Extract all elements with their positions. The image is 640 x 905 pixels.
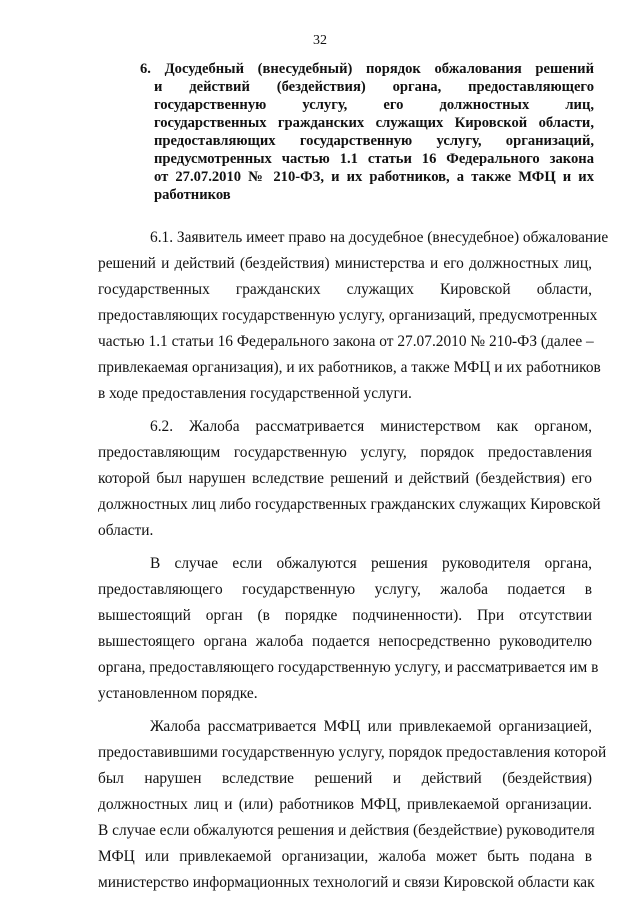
- text-line: в ходе предоставления государственной услуги.: [98, 385, 412, 402]
- text-line: предоставляющих государственную услугу, организаций, предусмотренных: [98, 307, 598, 324]
- heading-line: государственных гражданских служащих Кировской области,: [154, 115, 594, 131]
- heading-line: предусмотренных частью 1.1 статьи 16 Федерального закона: [154, 151, 594, 167]
- text-line: установленном порядке.: [98, 685, 258, 702]
- heading-line: 6. Досудебный (внесудебный) порядок обжалования решений: [140, 61, 594, 77]
- text-line: был нарушен вследствие решений и действий (бездействия): [98, 770, 592, 787]
- text-line: вышестоящего органа жалоба подается непосредственно руководителю: [98, 633, 592, 650]
- text-line: Жалоба рассматривается МФЦ или привлекаемой организацией,: [150, 718, 592, 735]
- text-line: должностных лиц либо государственных гражданских служащих Кировской: [98, 496, 601, 513]
- section-heading: [140, 60, 594, 204]
- text-line: министерство информационных технологий и связи Кировской области как: [98, 874, 595, 891]
- text-line: предоставляющим государственную услугу, порядок предоставления: [98, 444, 592, 461]
- heading-line: государственную услугу, его должностных лиц,: [154, 97, 594, 113]
- text-line: решений и действий (бездействия) министерства и его должностных лиц,: [98, 255, 592, 272]
- text-line: предоставляющего государственную услугу, жалоба подается в: [98, 581, 592, 598]
- heading-line: от 27.07.2010 № 210-ФЗ, и их работников, а также МФЦ и их: [154, 169, 594, 185]
- paragraph-mfc-complaint: [98, 714, 607, 896]
- heading-line: предоставляющих государственную услугу, организаций,: [154, 133, 594, 149]
- text-line: 6.2. Жалоба рассматривается министерством как органом,: [150, 418, 592, 435]
- heading-line: и действий (бездействия) органа, предоставляющего: [154, 79, 594, 95]
- text-line: должностных лиц и (или) работников МФЦ, привлекаемой организации.: [98, 796, 592, 813]
- text-line: области.: [98, 522, 154, 539]
- document-body: [98, 225, 609, 896]
- text-line: частью 1.1 статьи 16 Федерального закона от 27.07.2010 № 210-ФЗ (далее –: [98, 333, 594, 350]
- text-line: МФЦ или привлекаемой организации, жалоба может быть подана в: [98, 848, 592, 865]
- text-line: В случае если обжалуются решения и действия (бездействие) руководителя: [98, 822, 595, 839]
- paragraph-6-2: [98, 414, 601, 544]
- text-line: привлекаемая организация), и их работников, а также МФЦ и их работников: [98, 359, 601, 376]
- paragraph-6-1: [98, 225, 609, 407]
- text-line: предоставившими государственную услугу, порядок предоставления которой: [98, 744, 607, 761]
- text-line: органа, предоставляющего государственную услугу, и рассматривается им в: [98, 659, 599, 676]
- text-line: вышестоящий орган (в порядке подчиненности). При отсутствии: [98, 607, 592, 624]
- text-line: В случае если обжалуются решения руководителя органа,: [150, 555, 592, 572]
- text-line: которой был нарушен вследствие решений и действий (бездействия) его: [98, 470, 592, 487]
- heading-line: работников: [154, 187, 231, 203]
- page-number: 32: [313, 33, 327, 48]
- text-line: 6.1. Заявитель имеет право на досудебное (внесудебное) обжалование: [150, 229, 609, 246]
- text-line: государственных гражданских служащих Кировской области,: [98, 281, 592, 298]
- paragraph-higher-authority: [98, 551, 599, 707]
